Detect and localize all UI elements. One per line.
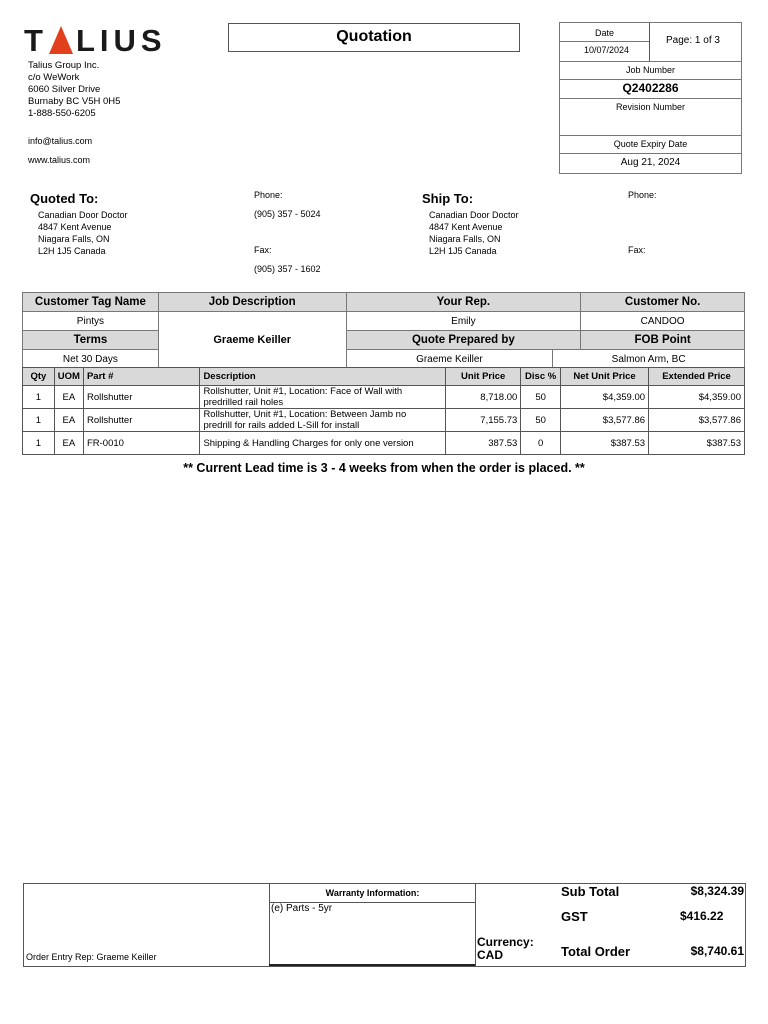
net-price-cell: $387.53 [560,432,648,455]
column-header: Description [200,368,446,386]
unit-price-cell: 387.53 [446,432,521,455]
quote-info-box [559,22,742,174]
description-line: predrill for rails added L-Sill for install [203,420,360,431]
company-address-line: 6060 Silver Drive [28,84,101,95]
totals-footer [23,883,746,967]
subtotal-label: Sub Total [561,884,620,899]
description-line: predrilled rail holes [203,397,284,408]
your-rep-header: Your Rep. [346,293,581,312]
address-line: 4847 Kent Avenue [38,222,112,232]
info-divider [649,23,650,61]
your-rep-value: Emily [346,312,581,331]
quoted-to-phone-label: Phone: [254,190,283,200]
ship-to-fax-label: Fax: [628,245,646,255]
subtotal-value: $8,324.39 [690,884,744,898]
logo-text-start: T [24,23,48,58]
extended-price-cell: $3,577.86 [649,409,745,432]
info-divider [560,153,741,154]
quoted-to-fax: (905) 357 - 1602 [254,264,321,274]
extended-price-cell: $387.53 [649,432,745,455]
net-price-cell: $3,577.86 [560,409,648,432]
currency-value: CAD [477,948,503,962]
address-line: L2H 1J5 Canada [429,246,497,256]
address-line: Canadian Door Doctor [38,210,128,220]
uom-cell: EA [54,409,83,432]
net-price-cell: $4,359.00 [560,386,648,409]
company-phone: 1-888-550-6205 [28,108,96,119]
company-address-line: c/o WeWork [28,72,80,83]
part-cell: FR-0010 [83,432,199,455]
quoted-to-fax-label: Fax: [254,245,272,255]
discount-cell: 50 [521,386,561,409]
column-header: UOM [54,368,83,386]
job-number-label: Job Number [625,65,676,75]
address-line: 4847 Kent Avenue [429,222,503,232]
customer-info-grid [22,292,745,369]
unit-price-cell: 7,155.73 [446,409,521,432]
uom-cell: EA [54,386,83,409]
document-title: Quotation [228,23,520,52]
company-address-line: Burnaby BC V5H 0H5 [28,96,121,107]
description-cell: Shipping & Handling Charges for only one version [200,432,446,455]
column-header: Unit Price [446,368,521,386]
column-header: Part # [83,368,199,386]
quoted-to-heading: Quoted To: [30,191,99,206]
extended-price-cell: $4,359.00 [649,386,745,409]
total-value: $8,740.61 [690,944,744,958]
description-cell [200,409,446,432]
ship-to-address [429,209,519,257]
description-line: Rollshutter, Unit #1, Location: Face of Wall with [203,386,403,397]
table-row [23,432,745,455]
address-line: Niagara Falls, ON [429,234,501,244]
company-logo [24,24,167,58]
company-address [28,60,120,120]
address-line: Canadian Door Doctor [429,210,519,220]
table-row [23,409,745,432]
info-divider [560,61,741,62]
part-cell: Rollshutter [83,409,199,432]
footer-divider [475,884,476,966]
customer-tag-value: Pintys [23,312,159,331]
customer-tag-header: Customer Tag Name [23,293,159,312]
part-cell: Rollshutter [83,386,199,409]
ship-to-heading: Ship To: [422,191,474,206]
column-header: Qty [23,368,55,386]
quoted-to-phone: (905) 357 - 5024 [254,209,321,219]
prepared-by-value: Graeme Keiller [346,350,553,369]
company-email[interactable]: info@talius.com [28,136,93,146]
column-header: Disc % [521,368,561,386]
uom-cell: EA [54,432,83,455]
revision-label: Revision Number [615,102,686,112]
warranty-underline [269,964,475,966]
company-website[interactable]: www.talius.com [28,155,91,165]
currency-block [477,936,534,962]
expiry-label: Quote Expiry Date [613,139,688,149]
company-name: Talius Group Inc. [28,60,100,71]
quote-date: 10/07/2024 [584,45,630,55]
address-line: Niagara Falls, ON [38,234,110,244]
qty-cell: 1 [23,432,55,455]
ship-to-phone-label: Phone: [628,190,657,200]
description-cell [200,386,446,409]
info-divider [560,41,649,42]
table-header-row [23,368,745,386]
gst-label: GST [561,909,588,924]
qty-cell: 1 [23,386,55,409]
description-line: Rollshutter, Unit #1, Location: Between Jamb no [203,409,407,420]
order-entry-rep: Order Entry Rep: Graeme Keiller [26,952,157,962]
job-description-value: Graeme Keiller [158,312,346,369]
logo-triangle-icon [49,26,73,54]
expiry-date: Aug 21, 2024 [620,157,681,168]
job-number: Q2402286 [622,81,679,95]
currency-label: Currency: [477,935,534,949]
gst-value: $416.22 [680,909,724,923]
page-count: Page: 1 of 3 [666,35,720,46]
column-header: Net Unit Price [560,368,648,386]
terms-value: Net 30 Days [23,350,159,369]
quoted-to-address [38,209,128,257]
unit-price-cell: 8,718.00 [446,386,521,409]
qty-cell: 1 [23,409,55,432]
info-divider [560,98,741,99]
info-divider [560,79,741,80]
address-line: L2H 1J5 Canada [38,246,106,256]
discount-cell: 50 [521,409,561,432]
prepared-by-header: Quote Prepared by [346,331,581,350]
customer-no-header: Customer No. [581,293,745,312]
date-label: Date [594,28,614,38]
line-items-table [22,367,745,455]
table-row [23,386,745,409]
discount-cell: 0 [521,432,561,455]
fob-header: FOB Point [581,331,745,350]
total-label: Total Order [561,944,631,959]
logo-text-end: LIUS [75,23,167,58]
fob-value: Salmon Arm, BC [553,350,745,369]
column-header: Extended Price [649,368,745,386]
warranty-label: Warranty Information: [270,884,475,903]
job-description-header: Job Description [158,293,346,312]
warranty-info: (e) Parts - 5yr [271,903,333,914]
terms-header: Terms [23,331,159,350]
lead-time-notice: ** Current Lead time is 3 - 4 weeks from when the order is placed. ** [183,461,585,475]
customer-no-value: CANDOO [581,312,745,331]
info-divider [560,135,741,136]
